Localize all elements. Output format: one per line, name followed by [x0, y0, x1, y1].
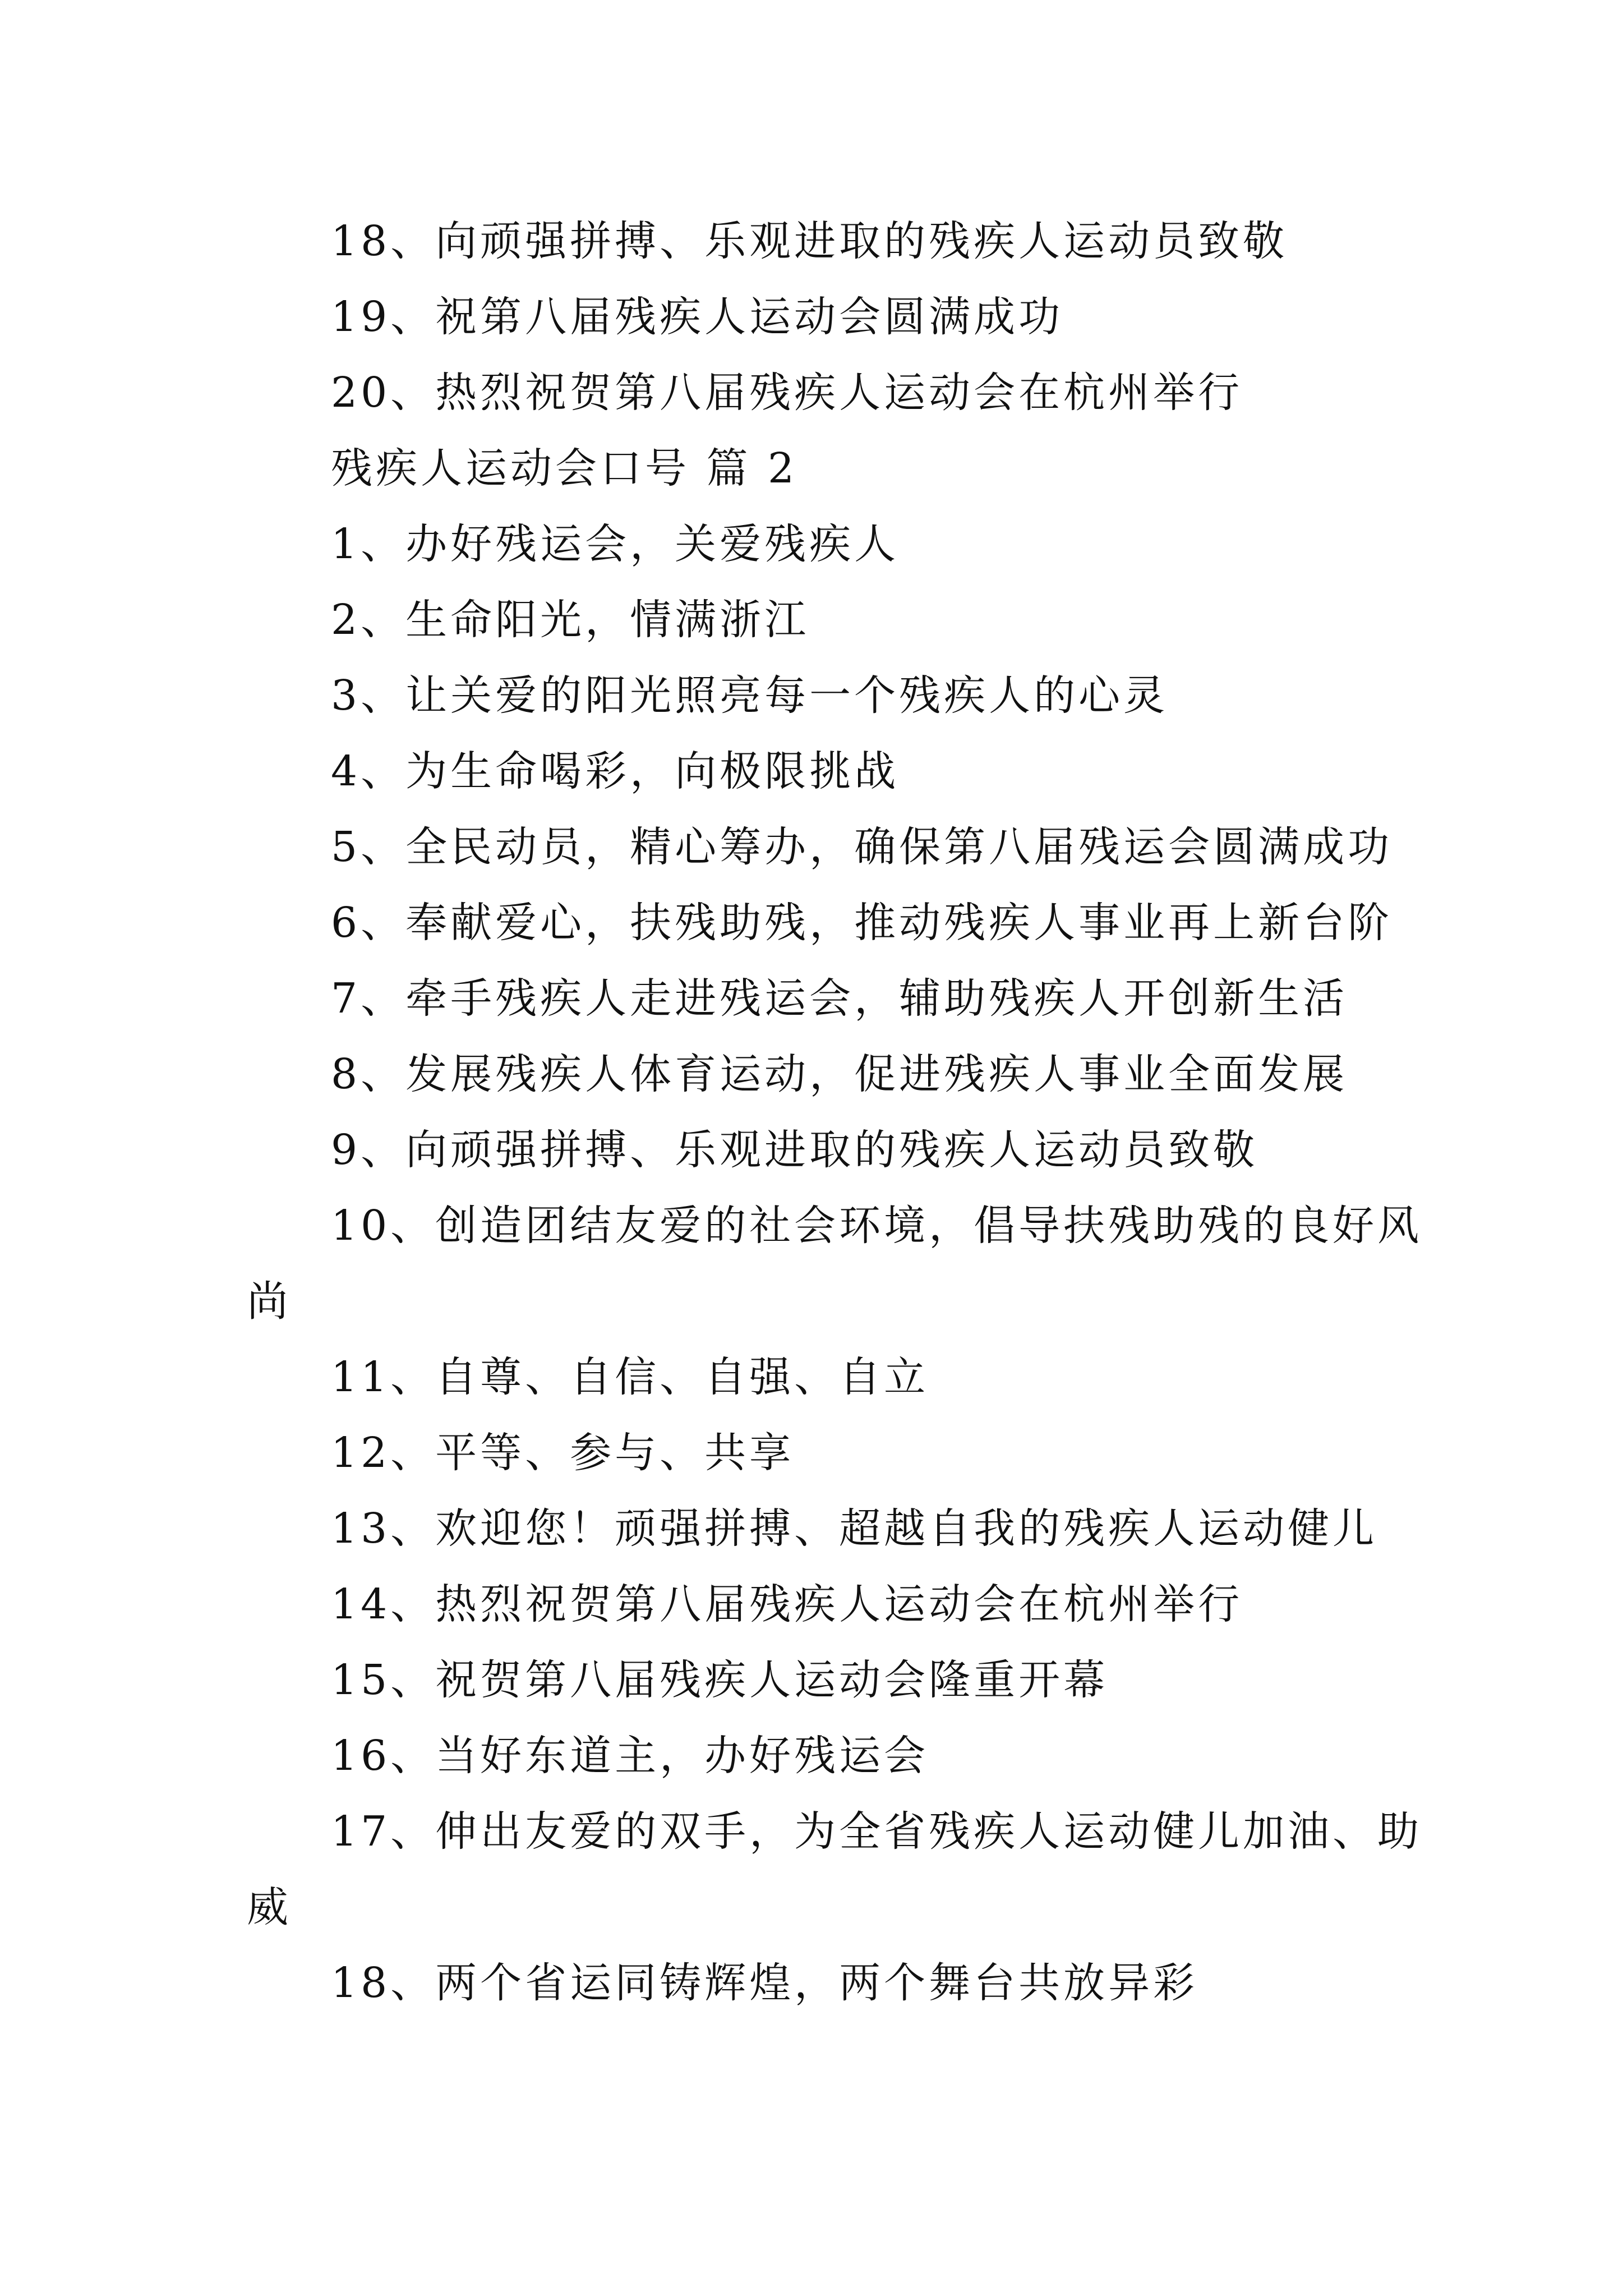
section-heading: 残疾人运动会口号 篇 2	[331, 444, 798, 493]
slogan-line: 20、热烈祝贺第八届残疾人运动会在杭州举行	[331, 369, 1243, 417]
slogan-line: 16、当好东道主，办好残运会	[331, 1732, 929, 1780]
slogan-line: 4、为生命喝彩，向极限挑战	[331, 747, 900, 795]
slogan-line: 6、奉献爱心，扶残助残，推动残疾人事业再上新台阶	[331, 899, 1393, 947]
slogan-line: 9、向顽强拼搏、乐观进取的残疾人运动员致敬	[331, 1126, 1258, 1174]
slogan-line: 13、欢迎您！顽强拼搏、超越自我的残疾人运动健儿	[331, 1504, 1378, 1553]
slogan-line: 7、牵手残疾人走进残运会，辅助残疾人开创新生活	[331, 974, 1348, 1023]
slogan-line: 5、全民动员，精心筹办，确保第八届残运会圆满成功	[331, 823, 1393, 871]
slogan-line: 14、热烈祝贺第八届残疾人运动会在杭州举行	[331, 1580, 1243, 1628]
slogan-line: 19、祝第八届残疾人运动会圆满成功	[331, 293, 1064, 341]
slogan-line: 12、平等、参与、共享	[331, 1429, 795, 1477]
slogan-line: 8、发展残疾人体育运动，促进残疾人事业全面发展	[331, 1050, 1348, 1098]
slogan-line: 18、向顽强拼搏、乐观进取的残疾人运动员致敬	[331, 217, 1288, 265]
slogan-line: 17、伸出友爱的双手，为全省残疾人运动健儿加油、助	[331, 1807, 1423, 1856]
slogan-line-continuation: 威	[247, 1883, 292, 1931]
slogan-line: 18、两个省运同铸辉煌，两个舞台共放异彩	[331, 1959, 1198, 2007]
slogan-line: 2、生命阳光，情满浙江	[331, 596, 810, 644]
slogan-line-continuation: 尚	[247, 1277, 292, 1326]
slogan-line: 1、办好残运会，关爱残疾人	[331, 520, 900, 568]
slogan-line: 3、让关爱的阳光照亮每一个残疾人的心灵	[331, 671, 1169, 720]
slogan-line: 10、创造团结友爱的社会环境，倡导扶残助残的良好风	[331, 1202, 1423, 1250]
slogan-line: 15、祝贺第八届残疾人运动会隆重开幕	[331, 1656, 1109, 1704]
slogan-line: 11、自尊、自信、自强、自立	[331, 1353, 929, 1401]
